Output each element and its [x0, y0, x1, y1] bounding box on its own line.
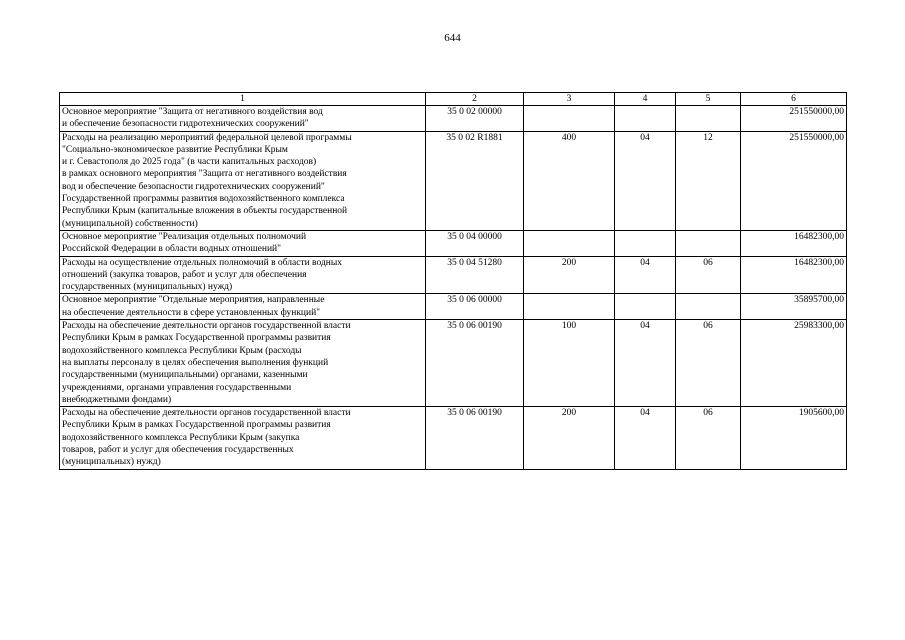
- column-header-5: 5: [676, 93, 741, 106]
- row-expense-type: 200: [524, 256, 615, 294]
- row-amount: 251550000,00: [741, 131, 847, 230]
- row-target-code: 35 0 06 00190: [426, 407, 524, 469]
- row-name: Основное мероприятие "Отдельные мероприятия, направленные на обеспечение деятельности в сфере установленных функций": [60, 294, 426, 320]
- row-section: [615, 230, 676, 256]
- column-header-4: 4: [615, 93, 676, 106]
- row-target-code: 35 0 02 00000: [426, 106, 524, 132]
- row-subsection: 06: [676, 407, 741, 469]
- row-name: Расходы на обеспечение деятельности органов государственной власти Республики Крым в рамках Государственной программы развития водохозяйственного комплекса Республики Крым (расходы на выплаты персоналу в целях обеспечения выполнения функций государственными (муниципальными) органами, казенными учреждениями, органами управления государственными внебюджетными фондами): [60, 320, 426, 407]
- column-header-2: 2: [426, 93, 524, 106]
- table-row: [60, 106, 847, 132]
- row-subsection: [676, 294, 741, 320]
- row-expense-type: [524, 294, 615, 320]
- row-amount: 251550000,00: [741, 106, 847, 132]
- row-section: 04: [615, 131, 676, 230]
- table-row: [60, 230, 847, 256]
- row-name: Расходы на реализацию мероприятий федеральной целевой программы "Социально-экономическое развитие Республики Крым и г. Севастополя до 2025 года" (в части капитальных расходов) в рамках основного мероприятия "Защита от негативного воздействия вод и обеспечение безопасности гидротехнических сооружений" Государственной программы развития водохозяйственного комплекса Республики Крым (капитальные вложения в объекты государственной (муниципальной) собственности): [60, 131, 426, 230]
- table-row: [60, 294, 847, 320]
- row-expense-type: 400: [524, 131, 615, 230]
- budget-table: [59, 92, 847, 470]
- column-header-3: 3: [524, 93, 615, 106]
- row-name: Основное мероприятие "Защита от негативного воздействия вод и обеспечение безопасности гидротехнических сооружений": [60, 106, 426, 132]
- row-amount: 1905600,00: [741, 407, 847, 469]
- row-target-code: 35 0 04 51280: [426, 256, 524, 294]
- row-target-code: 35 0 06 00190: [426, 320, 524, 407]
- row-expense-type: [524, 106, 615, 132]
- table-row: [60, 320, 847, 407]
- row-subsection: [676, 230, 741, 256]
- row-expense-type: 200: [524, 407, 615, 469]
- header-row: [60, 93, 847, 106]
- row-subsection: 12: [676, 131, 741, 230]
- table-row: [60, 407, 847, 469]
- row-section: [615, 294, 676, 320]
- row-amount: 16482300,00: [741, 256, 847, 294]
- table-body: [60, 106, 847, 470]
- row-section: 04: [615, 320, 676, 407]
- row-amount: 35895700,00: [741, 294, 847, 320]
- row-section: 04: [615, 407, 676, 469]
- row-amount: 16482300,00: [741, 230, 847, 256]
- table-row: [60, 256, 847, 294]
- row-expense-type: [524, 230, 615, 256]
- row-amount: 25983300,00: [741, 320, 847, 407]
- page-number: 644: [444, 32, 461, 44]
- row-expense-type: 100: [524, 320, 615, 407]
- row-section: 04: [615, 256, 676, 294]
- row-target-code: 35 0 06 00000: [426, 294, 524, 320]
- row-section: [615, 106, 676, 132]
- row-name: Расходы на осуществление отдельных полномочий в области водных отношений (закупка товаров, работ и услуг для обеспечения государственных (муниципальных) нужд): [60, 256, 426, 294]
- row-subsection: 06: [676, 320, 741, 407]
- row-target-code: 35 0 04 00000: [426, 230, 524, 256]
- row-name: Расходы на обеспечение деятельности органов государственной власти Республики Крым в рамках Государственной программы развития водохозяйственного комплекса Республики Крым (закупка товаров, работ и услуг для обеспечения государственных (муниципальных) нужд): [60, 407, 426, 469]
- table-header: [60, 93, 847, 106]
- column-header-6: 6: [741, 93, 847, 106]
- column-header-1: 1: [60, 93, 426, 106]
- table-row: [60, 131, 847, 230]
- row-subsection: 06: [676, 256, 741, 294]
- row-target-code: 35 0 02 R1881: [426, 131, 524, 230]
- row-subsection: [676, 106, 741, 132]
- row-name: Основное мероприятие "Реализация отдельных полномочий Российской Федерации в области водных отношений": [60, 230, 426, 256]
